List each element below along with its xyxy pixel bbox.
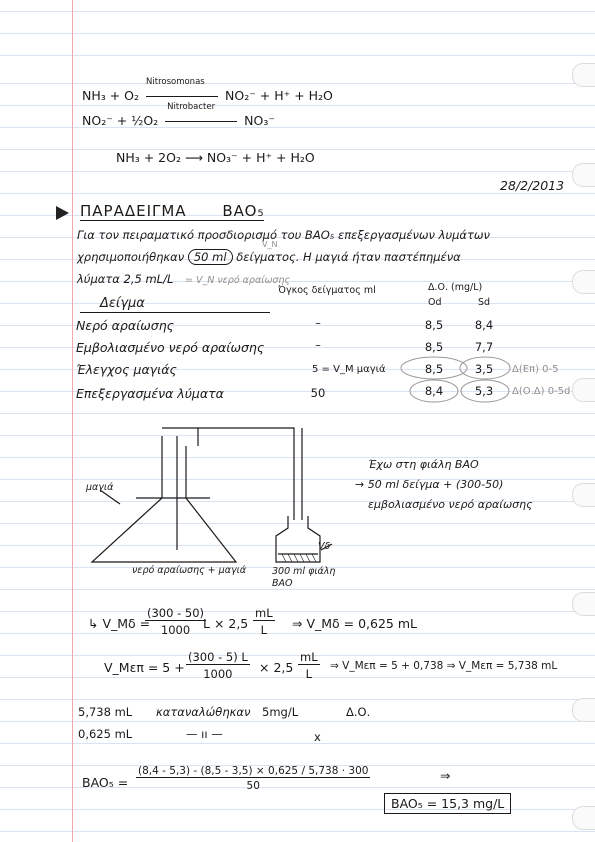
table-header-sd: Sd <box>478 297 491 308</box>
punch-hole <box>572 592 595 616</box>
paragraph-line-3-note: = V_N νερό αραίωσης <box>185 275 291 286</box>
table-cell-od: 8,5 <box>424 362 444 376</box>
calc-vmep-numerator: (300 - 5) L <box>188 650 248 664</box>
table-cell-sd: 5,3 <box>474 384 494 398</box>
calc-vmep-fraction <box>186 650 250 681</box>
table-row-label: Εμβολιασμένο νερό αραίωσης <box>76 340 265 355</box>
diagram-note-1: Έχω στη φιάλη BAO <box>368 458 479 471</box>
table-header-underline <box>80 312 270 313</box>
reaction-2-rhs: NO₃⁻ <box>244 113 275 128</box>
table-row-label: Έλεγχος μαγιάς <box>76 362 177 377</box>
paragraph-note: V_N <box>262 240 278 249</box>
proportion-1-b: καταναλώθηκαν <box>156 705 251 719</box>
reaction-2-enzyme: Nitrobacter <box>167 102 216 112</box>
table-cell-sd: 8,4 <box>474 318 494 332</box>
bao-formula-lhs: BAO₅ = <box>82 775 129 790</box>
reaction-1 <box>82 77 333 103</box>
table-cell-sd: 3,5 <box>474 362 494 376</box>
bao-formula-arrow: ⇒ <box>440 768 451 783</box>
reaction-1-rhs: NO₂⁻ + H⁺ + H₂O <box>225 88 333 103</box>
bao-result-box: BAO₅ = 15,3 mg/L <box>384 793 511 814</box>
table-row-label: Επεξεργασμένα λύματα <box>76 386 224 401</box>
siphon-tube-top <box>162 428 294 520</box>
calc-vm-result: ⇒ V_Mδ = 0,625 mL <box>292 616 417 631</box>
bao-formula-numerator: (8,4 - 5,3) - (8,5 - 3,5) × 0,625 / 5,738 · 300 <box>138 765 369 777</box>
proportion-2-a: 0,625 mL <box>78 727 133 741</box>
proportion-1-d: Δ.Ο. <box>346 705 371 719</box>
table-header-od: Οd <box>428 297 442 308</box>
punch-hole <box>572 378 595 402</box>
calc-vmep-result: ⇒ V_Mεπ = 5 + 0,738 ⇒ V_Mεπ = 5,738 mL <box>330 660 558 672</box>
calc-vmep-unit-den: L <box>305 667 313 681</box>
punch-hole <box>572 698 595 722</box>
proportion-2-c: x <box>314 730 321 744</box>
calc-vm-fraction <box>145 606 206 637</box>
bao-formula-denominator: 50 <box>246 780 260 792</box>
calc-vm-unit-fraction <box>253 606 275 637</box>
calc-vmep-mid: × 2,5 <box>259 660 294 675</box>
calc-vm-denominator: 1000 <box>160 623 191 637</box>
margin-line <box>72 0 73 842</box>
diagram-label-yeast: μαγιά <box>86 482 114 493</box>
reaction-1-lhs: NH₃ + O₂ <box>82 88 140 103</box>
table-cell-note: Δ(Επ) 0-5 <box>512 364 559 375</box>
punch-hole <box>572 806 595 830</box>
table-header-sample: Δείγμα <box>100 296 145 311</box>
diagram-label-bottle: 300 ml φιάλη BAO <box>272 566 336 589</box>
calc-vmep-denominator: 1000 <box>203 667 233 681</box>
reaction-2-lhs: NO₂⁻ + ½O₂ <box>82 113 159 128</box>
proportion-1-c: 5mg/L <box>262 705 299 719</box>
diagram-note-3: εμβολιασμένο νερό αραίωσης <box>368 498 533 511</box>
calc-vm-unit-den: L <box>260 623 268 637</box>
bullet-arrow-icon <box>56 206 69 220</box>
punch-hole <box>572 163 595 187</box>
calc-vm-numerator: (300 - 50) <box>147 606 205 620</box>
paragraph-line-3-text: λύματα 2,5 mL/L <box>77 272 174 286</box>
table-cell-volume: 50 <box>310 386 326 400</box>
punch-hole <box>572 63 595 87</box>
paragraph-line-3 <box>77 272 290 286</box>
table-header-do: Δ.Ο. (mg/L) <box>428 282 483 293</box>
punch-hole <box>572 270 595 294</box>
table-cell-od: 8,5 <box>424 340 444 354</box>
calc-vm-lhs: ↳ V_Mδ = <box>88 616 151 631</box>
table-cell-volume: 5 = V_M μαγιά <box>312 364 386 375</box>
reaction-1-enzyme: Nitrosomonas <box>146 77 205 87</box>
paragraph-line-2a: χρησιμοποιήθηκαν <box>77 250 185 264</box>
paragraph-line-1: Για τον πειραματικό προσδιορισμό του BAO₅ επεξεργασμένων λυμάτων <box>77 228 490 242</box>
paragraph-line-2 <box>77 250 461 264</box>
overall-reaction: NH₃ + 2O₂ ⟶ NO₃⁻ + H⁺ + H₂O <box>116 150 315 165</box>
date: 28/2/2013 <box>500 178 565 193</box>
calc-vmep-unit-fraction <box>298 650 320 681</box>
table-cell-volume: – <box>315 316 321 330</box>
punch-hole <box>572 483 595 507</box>
calc-vmep-lhs: V_Mεπ = 5 + <box>104 660 185 675</box>
calc-vm-unit-num: mL <box>255 606 273 620</box>
calc-vm-mid: L × 2,5 <box>203 616 249 631</box>
table-cell-od: 8,4 <box>424 384 444 398</box>
example-subject: BAO₅ <box>222 202 265 220</box>
table-cell-od: 8,5 <box>424 318 444 332</box>
proportion-1-a: 5,738 mL <box>78 705 133 719</box>
diagram-label-vs: Vδ <box>318 541 331 552</box>
paragraph-line-2b: δείγματος. Η μαγιά ήταν παστέπημένα <box>236 250 461 264</box>
circled-sample-volume: 50 ml <box>188 249 233 265</box>
table-cell-sd: 7,7 <box>474 340 494 354</box>
example-title-label: ΠΑΡΑΔΕΙΓΜΑ <box>80 202 187 220</box>
reaction-2 <box>82 102 275 128</box>
example-title <box>80 202 264 221</box>
bao-formula-fraction <box>136 765 370 792</box>
table-cell-note: Δ(Ο.Δ) 0-5d <box>512 386 571 397</box>
table-cell-volume: – <box>315 338 321 352</box>
table-header-volume: Όγκος δείγματος ml <box>278 285 376 296</box>
calc-vmep-unit-num: mL <box>300 650 318 664</box>
proportion-2-b: — ıı — <box>186 727 223 741</box>
diagram-label-dilution: νερό αραίωσης + μαγιά <box>132 565 247 576</box>
table-row-label: Νερό αραίωσης <box>76 318 174 333</box>
diagram-note-2: → 50 ml δείγμα + (300-50) <box>355 478 504 491</box>
